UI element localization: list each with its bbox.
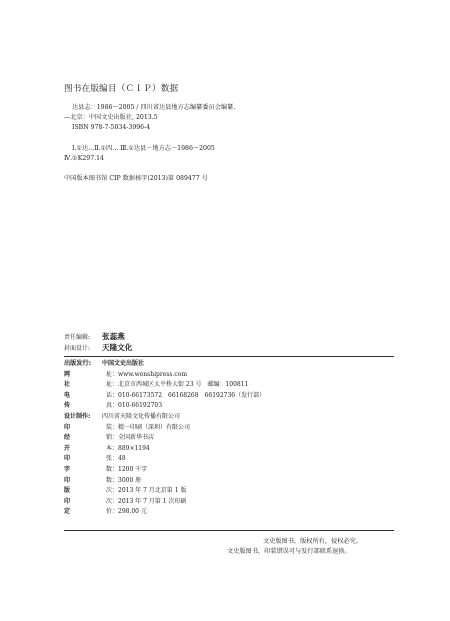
info-row-distributor: [64, 432, 404, 443]
info-label: 印: [64, 476, 71, 484]
info-row-phone: [64, 390, 404, 401]
publisher-label: 出版发行:: [64, 360, 92, 367]
info-value: 次：2013 年 7 月第 1 次印刷: [106, 497, 187, 505]
info-label: 版: [64, 487, 71, 495]
info-label: 定: [64, 508, 71, 516]
info-row-word-count: [64, 464, 404, 475]
info-row-edition: [64, 485, 404, 496]
info-value: 数：1200 千字: [106, 465, 148, 473]
divider-bottom: [64, 530, 394, 531]
info-label: 电: [64, 391, 71, 399]
cover-design-label: 封面设计:: [64, 345, 91, 352]
divider-top: [64, 356, 394, 357]
info-value: 张：48: [106, 455, 126, 463]
info-label: 社: [64, 381, 71, 389]
cip-title: 图书在版编目（ＣＩＰ）数据: [64, 84, 179, 94]
info-label: 印: [64, 423, 71, 431]
publisher-row: [64, 358, 404, 369]
editor-credit: [64, 331, 125, 342]
info-label: 开: [64, 444, 71, 452]
editor-label: 责任编辑:: [64, 334, 91, 341]
cover-design-credit: [64, 342, 132, 353]
cip-line-title: 达县志：1986～2005 / 四川省达县地方志编纂委员会编纂.: [72, 104, 236, 111]
design-label: 设计制作:: [64, 412, 91, 420]
info-row-print-run: [64, 475, 404, 486]
info-row-website: [64, 369, 404, 380]
info-row-price: [64, 506, 404, 517]
cip-line-record-number: 中国版本图书馆 CIP 数据核字(2013)第 089477 号: [64, 175, 208, 182]
editor-name: 张蕊燕: [102, 332, 125, 341]
info-value: 装：精一印刷（深圳）有限公司: [106, 423, 191, 431]
design-value: 四川省天隆文化传播有限公司: [102, 412, 181, 420]
cover-designer-name: 天隆文化: [102, 343, 133, 352]
info-label: 印: [64, 497, 71, 505]
info-value: 址：www.wenshipress.com: [106, 370, 188, 378]
cip-line-classification: Ⅳ.①K297.14: [64, 155, 104, 162]
info-value: 真：010-66192703: [106, 402, 163, 410]
cip-line-isbn: ISBN 978-7-5034-3996-4: [72, 124, 151, 131]
info-row-printer: [64, 422, 404, 433]
info-row-printing: [64, 496, 404, 507]
info-value: 价：298.00 元: [106, 508, 147, 516]
info-label: 经: [64, 434, 71, 442]
info-label: 印: [64, 455, 71, 463]
info-value: 本：889×1194: [106, 444, 150, 452]
info-row-design: [64, 411, 404, 422]
info-label: 网: [64, 370, 71, 378]
info-value: 销：全国新华书店: [106, 434, 155, 442]
info-row-address: [64, 379, 404, 390]
return-notice: 文史版图书，印装错误可与发行部联系退换。: [227, 548, 351, 555]
info-label: 传: [64, 402, 71, 410]
copyright-notice: 文史版图书，版权所有，侵权必究。: [263, 538, 362, 545]
publication-info: [64, 358, 404, 517]
info-row-sheets: [64, 453, 404, 464]
cip-line-publisher: —北京：中国文史出版社, 2013.5: [64, 114, 158, 121]
info-value: 数：3000 册: [106, 476, 142, 484]
cip-line-subjects: Ⅰ.①达…Ⅱ.①四… Ⅲ.①达县－地方志－1986～2005: [72, 145, 215, 152]
info-value: 址：北京市西城区太平桥大街 23 号 邮编：100811: [106, 381, 249, 389]
info-value: 话：010-66173572 66168268 66192736（发行部）: [106, 391, 266, 399]
info-row-fax: [64, 400, 404, 411]
info-value: 次：2013 年 7 月北京第 1 版: [106, 487, 187, 495]
info-label: 字: [64, 465, 71, 473]
info-row-format: [64, 443, 404, 454]
publisher-value: 中国文史出版社: [102, 360, 145, 367]
